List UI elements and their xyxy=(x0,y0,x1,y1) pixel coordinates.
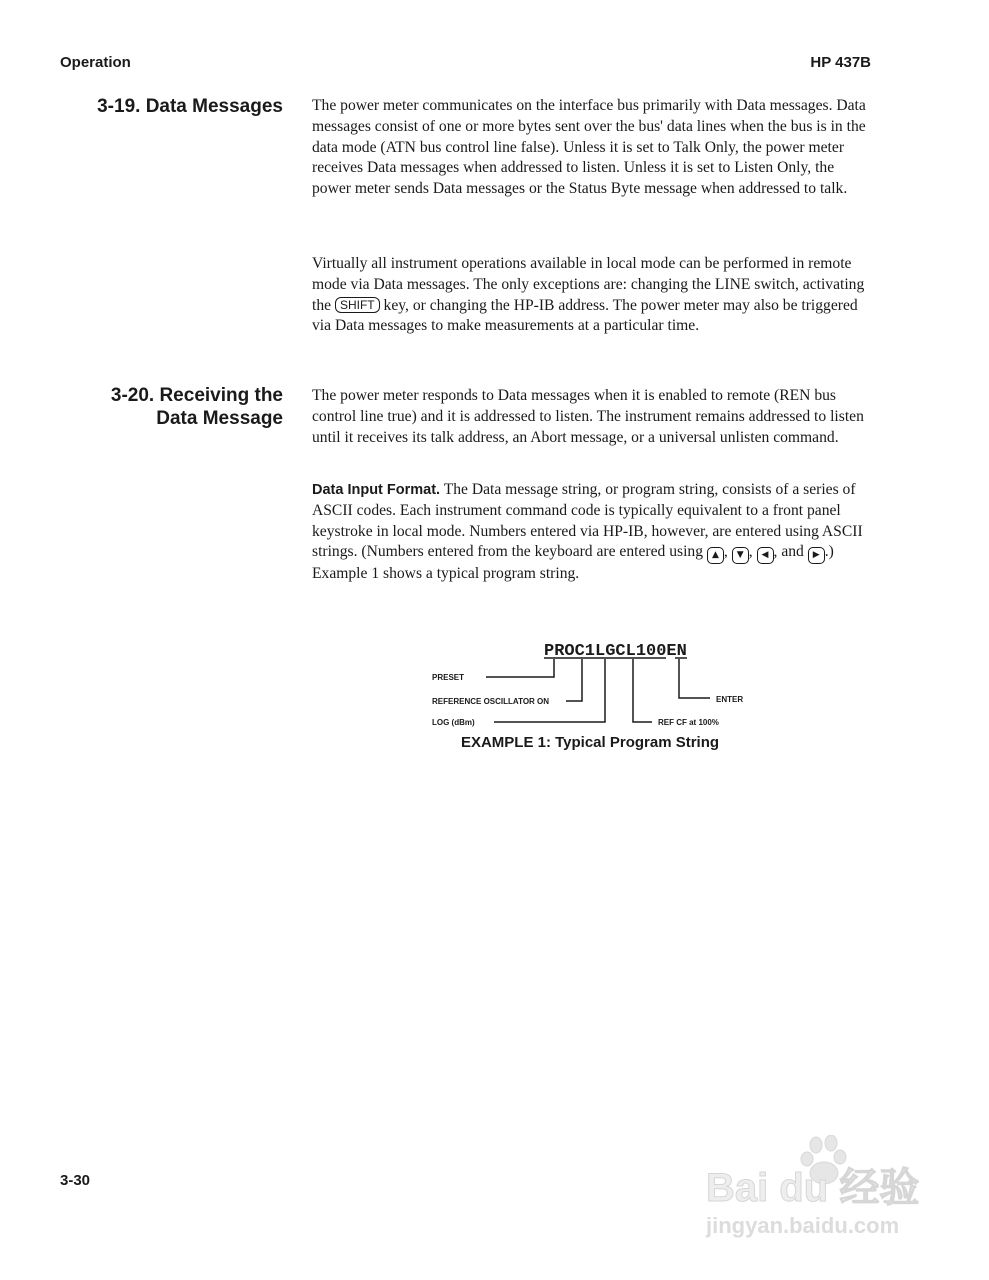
section-title-3-19: 3-19. Data Messages xyxy=(97,96,283,117)
label-log-dbm: LOG (dBm) xyxy=(432,718,475,727)
data-input-format-runin: Data Input Format. xyxy=(312,482,441,498)
paragraph-data-messages-1: The power meter communicates on the interface bus primarily with Data messages. Data messages consist of one or more bytes sent over the bus' data lines when the bus is in the data mode (ATN bus control line false). Unless it is set to Talk Only, the power meter receives Data messages when addressed to listen. Unless it is set to Listen Only, the power meter sends Data messages or the Status Byte message when addressed to talk. xyxy=(312,97,866,198)
running-header-right: HP 437B xyxy=(810,54,871,71)
left-arrow-key-icon: ◀ xyxy=(757,547,774,564)
down-arrow-key-icon: ▼ xyxy=(732,547,749,564)
right-arrow-key-icon: ▶ xyxy=(808,547,825,564)
section-title-3-20: 3-20. Receiving the Data Message xyxy=(110,385,283,429)
paragraph-receiving-1: The power meter responds to Data messages when it is enabled to remote (REN bus control line true) and it is addressed to listen. The instrument remains addressed to listen until it receives its talk address, an Abort message, or a universal unlisten command. xyxy=(312,387,864,446)
label-enter: ENTER xyxy=(716,695,744,704)
watermark-url: jingyan.baidu.com xyxy=(706,1213,900,1238)
paragraph-data-messages-2: Virtually all instrument operations available in local mode can be performed in remote mode via Data messages. The only exceptions are: changing the LINE switch, activating the SHIFT key, or changing the HP-IB address. The power meter may also be triggered via Data messages to make measurements at a particular time. xyxy=(312,255,865,335)
paragraph-data-input-format: Data Input Format. The Data message string, or program string, consists of a series of ASCII codes. Each instrument command code is typically equivalent to a front panel keystroke in local mode. Numbers entered via HP-IB, however, are entered using ASCII strings. (Numbers entered from the keyboard are entered using ▲ , ▼ , ◀ , and ▶ .) Example 1 shows a typical program string. xyxy=(312,481,863,583)
example-caption: EXAMPLE 1: Typical Program String xyxy=(460,734,720,751)
shift-key-icon: SHIFT xyxy=(335,297,380,313)
running-header-left: Operation xyxy=(60,54,131,71)
watermark-logo-text: Bai du 经验 xyxy=(706,1166,920,1210)
label-preset: PRESET xyxy=(432,673,465,682)
up-arrow-key-icon: ▲ xyxy=(707,547,724,564)
label-ref-cf: REF CF at 100% xyxy=(658,718,719,727)
page-number: 3-30 xyxy=(60,1172,91,1189)
program-string-diagram xyxy=(420,636,780,736)
program-string-text: PROC1LGCL100EN xyxy=(544,642,687,661)
label-reference-oscillator-on: REFERENCE OSCILLATOR ON xyxy=(432,697,550,706)
